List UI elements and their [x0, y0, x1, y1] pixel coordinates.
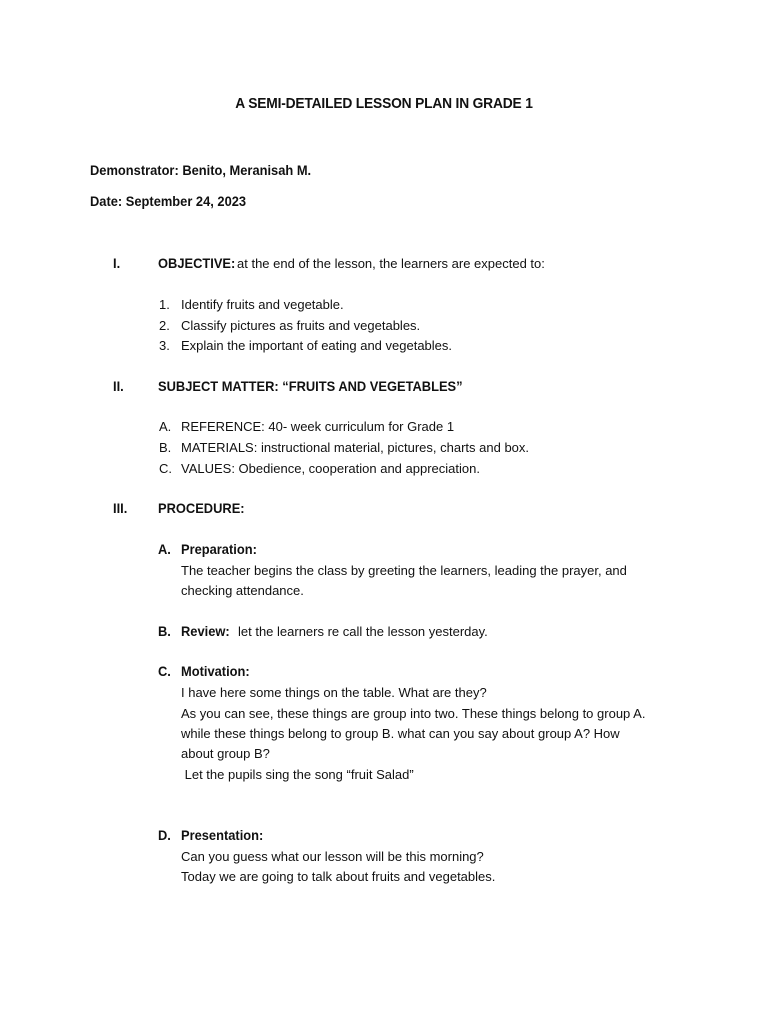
presentation-text: Can you guess what our lesson will be this morning? — [181, 849, 484, 864]
preparation-text: The teacher begins the class by greeting the learners, leading the prayer, and — [181, 563, 627, 578]
review-text: let the learners re call the lesson yesterday. — [238, 624, 488, 639]
list-marker: A. — [159, 419, 172, 434]
motivation-text: Let the pupils sing the song “fruit Salad” — [181, 767, 414, 782]
motivation-text: As you can see, these things are group into two. These things belong to group A. — [181, 706, 646, 721]
list-marker: 3. — [159, 338, 170, 353]
list-item: Identify fruits and vegetable. — [181, 297, 344, 312]
motivation-text: I have here some things on the table. What are they? — [181, 685, 487, 700]
list-marker: A. — [158, 541, 171, 557]
motivation-text: about group B? — [181, 746, 270, 761]
list-marker: B. — [159, 440, 172, 455]
review-label: Review: — [181, 623, 230, 639]
list-marker: B. — [158, 623, 171, 639]
list-marker: C. — [159, 461, 172, 476]
list-item: Classify pictures as fruits and vegetables. — [181, 318, 421, 333]
presentation-label: Presentation: — [181, 827, 264, 843]
list-item: VALUES: Obedience, cooperation and appreciation. — [181, 461, 480, 476]
presentation-text: Today we are going to talk about fruits and vegetables. — [181, 869, 496, 884]
section-3-numeral: III. — [113, 500, 128, 516]
section-2-numeral: II. — [113, 378, 124, 394]
page-title: A SEMI-DETAILED LESSON PLAN IN GRADE 1 — [235, 95, 533, 112]
date-line: Date: September 24, 2023 — [90, 193, 247, 209]
list-item: MATERIALS: instructional material, pictures, charts and box. — [181, 440, 530, 455]
section-1-numeral: I. — [113, 255, 121, 271]
procedure-heading: PROCEDURE: — [158, 500, 245, 516]
motivation-text: while these things belong to group B. what can you say about group A? How — [181, 726, 620, 741]
preparation-label: Preparation: — [181, 541, 257, 557]
list-marker: 2. — [159, 318, 170, 333]
list-item: Explain the important of eating and vegetables. — [181, 338, 453, 353]
list-item: REFERENCE: 40- week curriculum for Grade 1 — [181, 419, 455, 434]
list-marker: C. — [158, 663, 171, 679]
list-marker: D. — [158, 827, 171, 843]
objective-heading: OBJECTIVE: — [158, 255, 236, 271]
list-marker: 1. — [159, 297, 170, 312]
preparation-text: checking attendance. — [181, 583, 304, 598]
subject-matter-heading: SUBJECT MATTER: “FRUITS AND VEGETABLES” — [158, 378, 463, 394]
objective-text: at the end of the lesson, the learners are expected to: — [237, 256, 545, 271]
demonstrator-line: Demonstrator: Benito, Meranisah M. — [90, 162, 312, 178]
motivation-label: Motivation: — [181, 663, 250, 679]
